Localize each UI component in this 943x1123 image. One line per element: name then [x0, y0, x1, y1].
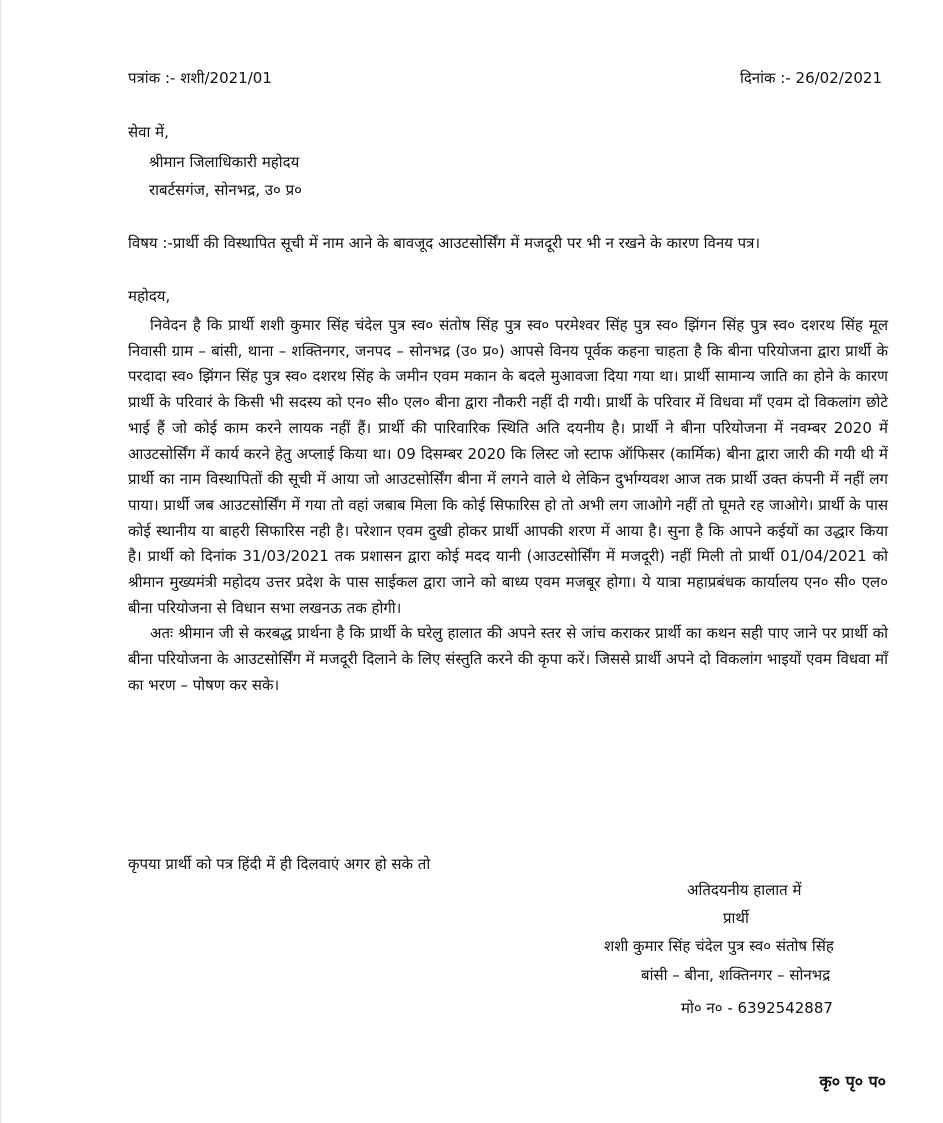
recipient-title: श्रीमान जिलाधिकारी महोदय [149, 153, 300, 171]
signature-name: शशी कुमार सिंह चंदेल पुत्र स्व० संतोष सिंह [604, 937, 834, 955]
recipient-greeting: सेवा में, [128, 123, 169, 141]
page-turn-note: कृ० पृ० प० [819, 1072, 886, 1091]
signature-role: प्रार्थी [723, 909, 749, 927]
body-paragraph-2: अतः श्रीमान जी से करबद्ध प्रार्थना है कि प्रार्थी के घरेलु हालात की अपने स्तर से जांच कराकर प्रार्थी का कथन सही पाए जाने पर प्रार्थी को बीना परियोजना के आउटसोर्सिंग में मजदूरी दिलाने के लिए संस्तुति करने की कृपा करें। जिससे प्रार्थी अपने दो विकलांग भाइयों एवम विधवा माँ का भरण – पोषण कर सके। [128, 624, 888, 694]
body-paragraph-1: निवेदन है कि प्रार्थी शशी कुमार सिंह चंदेल पुत्र स्व० संतोष सिंह पुत्र स्व० परमेश्वर सिंह पुत्र स्व० झिंगन सिंह पुत्र स्व० दशरथ सिंह मूल निवासी ग्राम – बांसी, थाना – शक्तिनगर, जनपद – सोनभद्र (उ० प्र०) आपसे विनय पूर्वक कहना चाहता है कि बीना परियोजना द्वारा प्रार्थी के परदादा स्व० झिंगन सिंह पुत्र स्व० दशरथ सिंह के जमीन एवम मकान के बदले मुआवजा दिया गया था। प्रार्थी सामान्य जाति का होने के कारण प्रार्थी के परिवारं के किसी भी सदस्य को एन० सी० एल० बीना द्वारा नौकरी नहीं दी गयी। प्रार्थी के परिवार में विधवा माँ एवम दो विकलांग छोटे भाई हैं जो कोई काम करने लायक नहीं हैं। प्रार्थी की पारिवारिक स्थिति अति दयनीय है। प्रार्थी ने बीना परियोजना में नवम्बर 2020 में आउटसोर्सिंग में कार्य करने हेतु अप्लाई किया था। 09 दिसम्बर 2020 कि लिस्ट जो स्टाफ ऑफिसर (कार्मिक) बीना द्वारा जारी की गयी थी में प्रार्थी का नाम विस्थापितों की सूची में आया जो आउटसोर्सिंग बीना में लगने वाले थे लेकिन दुर्भाग्यवश आज तक प्रार्थी उक्त कंपनी में नहीं लग पाया। प्रार्थी जब आउटसोर्सिंग में गया तो वहां जबाब मिला कि कोई सिफारिस हो तो अभी लग जाओगे नहीं तो घूमते रह जाओगे। प्रार्थी के पास कोई स्थानीय या बाहरी सिफारिस नही है। परेशान एवम दुखी होकर प्रार्थी आपकी शरण में आया है। सुना है कि आपने कईयों का उद्धार किया है। प्रार्थी को दिनांक 31/03/2021 तक प्रशासन द्वारा कोई मदद यानी (आउटसोर्सिंग में मजदूरी) नहीं मिली तो प्रार्थी 01/04/2021 को श्रीमान मुख्यमंत्री महोदय उत्तर प्रदेश के पास साईकल द्वारा जाने को बाध्य एवम मजबूर होगा। ये यात्रा महाप्रबंधक कार्यालय एन० सी० एल० बीना परियोजना से विधान सभा लखनऊ तक होगी। [128, 316, 888, 617]
salutation: महोदय, [128, 287, 171, 305]
signature-closing: अतिदयनीय हालात में [687, 881, 802, 899]
letter-subject: विषय :-प्रार्थी की विस्थापित सूची में नाम आने के बावजूद आउटसोर्सिंग में मजदूरी पर भी न रखने के कारण विनय पत्र। [128, 234, 761, 252]
reference-number: पत्रांक :- शशी/2021/01 [128, 69, 272, 87]
letter-body [128, 313, 888, 699]
signature-phone: मो० न० - 6392542887 [681, 999, 833, 1017]
signature-address: बांसी – बीना, शक्तिनगर – सोनभद्र [641, 966, 831, 984]
recipient-address: राबर्टसगंज, सोनभद्र, उ० प्र० [149, 181, 302, 199]
request-note: कृपया प्रार्थी को पत्र हिंदी में ही दिलवाएं अगर हो सके तो [128, 855, 431, 873]
letter-date: दिनांक :- 26/02/2021 [739, 69, 882, 87]
